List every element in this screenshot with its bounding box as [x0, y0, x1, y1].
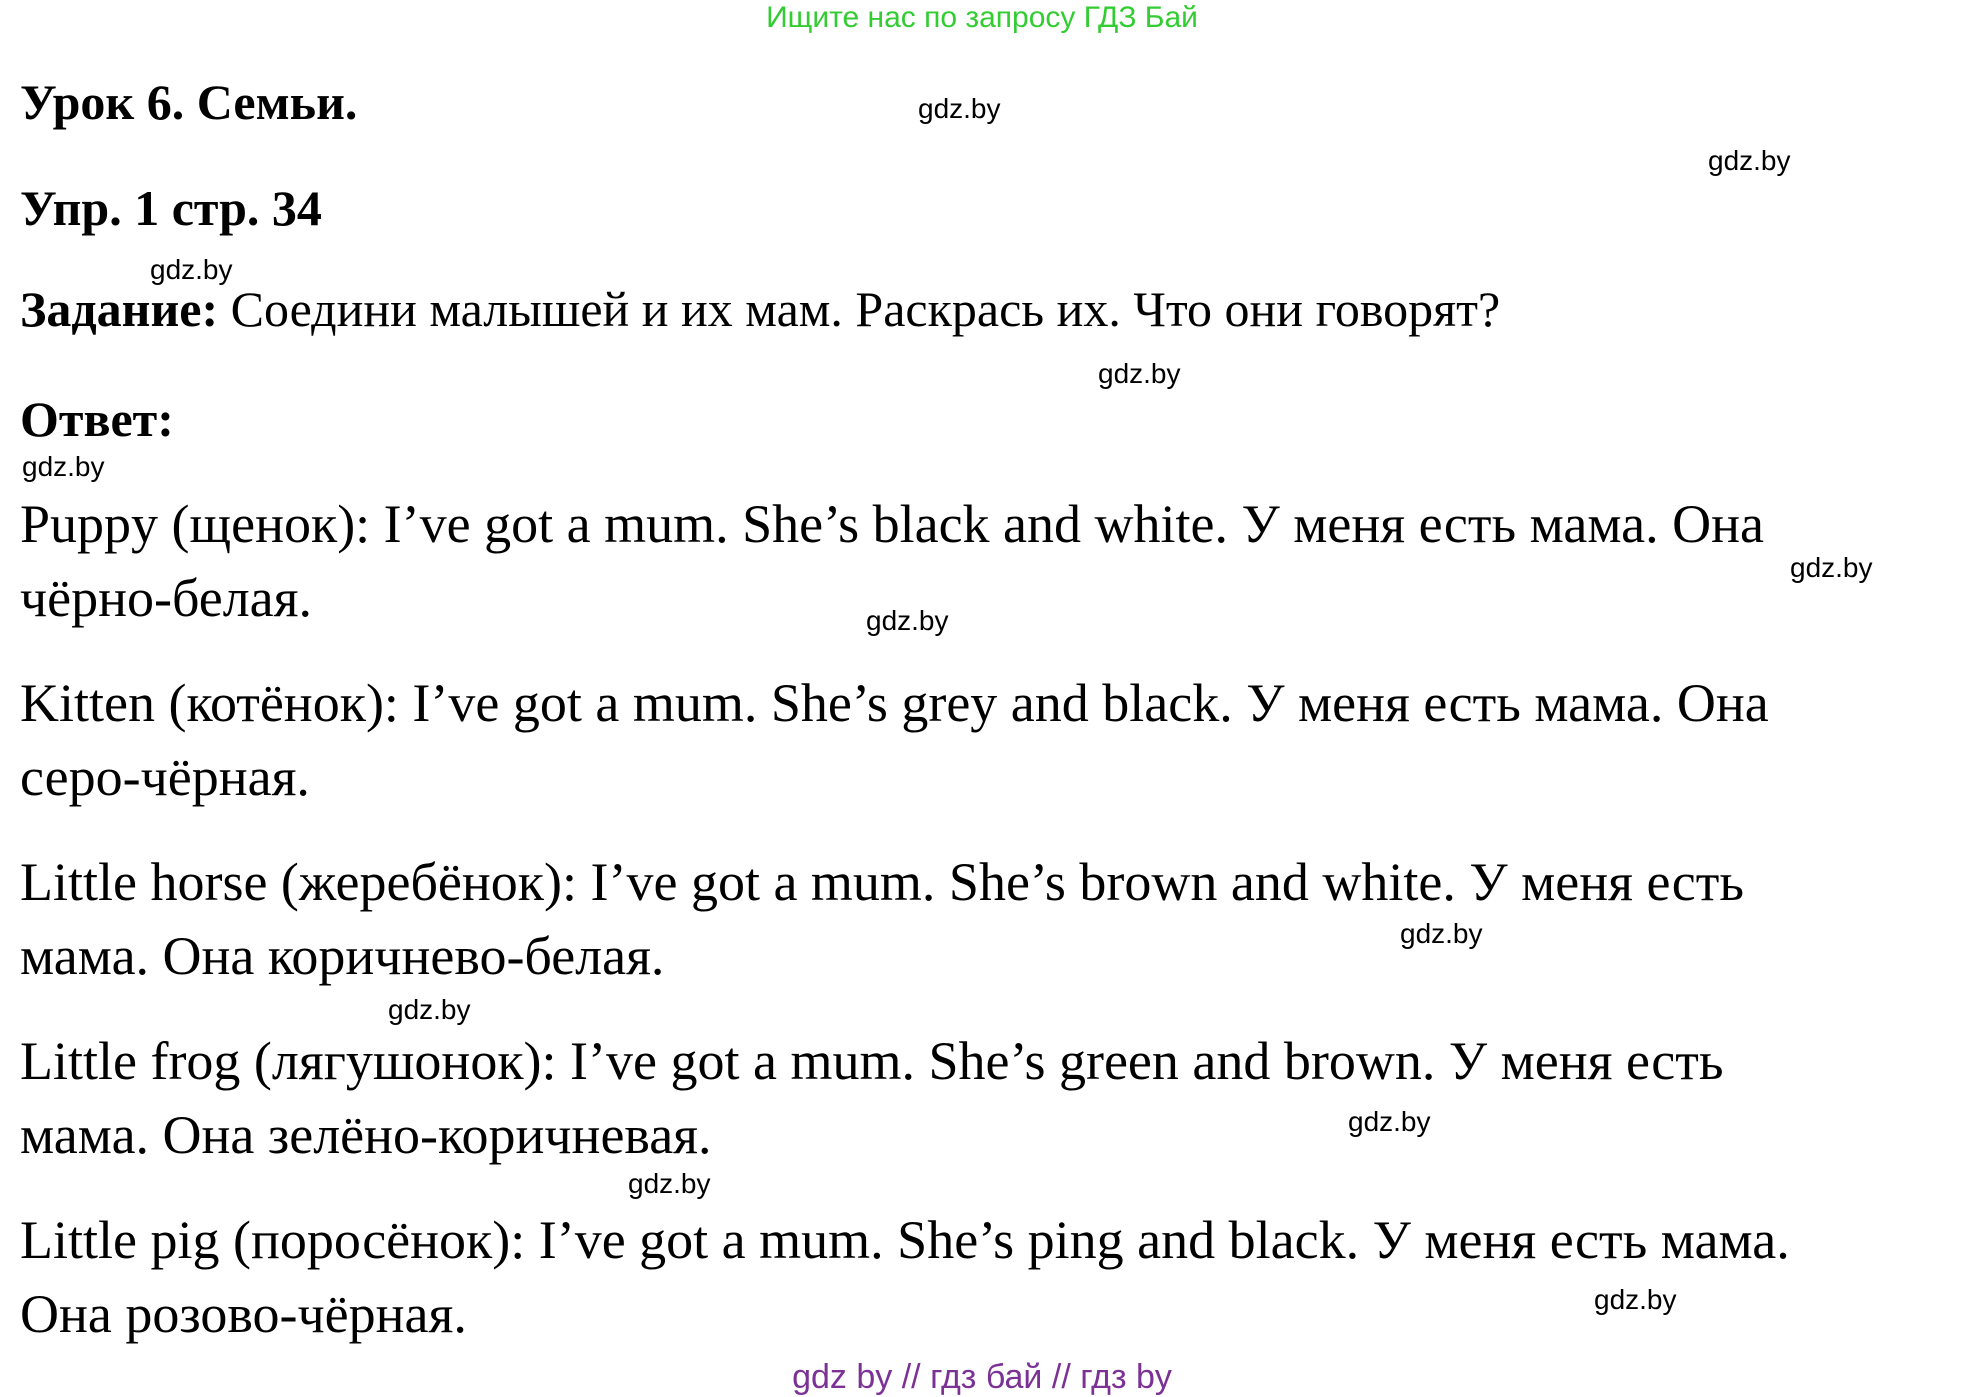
footer-link-gdz-by-cyr[interactable]: гдз by — [1080, 1358, 1172, 1396]
answer-5-line-2: Она розово-чёрная. — [20, 1284, 467, 1344]
watermark: gdz.by — [866, 605, 949, 636]
answer-1-line-1: Puppy (щенок): I’ve got a mum. She’s black and white. У меня есть мама. Она — [20, 494, 1765, 554]
watermark: gdz.by — [1790, 552, 1873, 583]
watermark: gdz.by — [1708, 145, 1791, 176]
watermark: gdz.by — [628, 1168, 711, 1199]
answer-3-line-1: Little horse (жеребёнок): I’ve got a mum. She’s brown and white. У меня есть — [20, 852, 1744, 912]
answer-2-line-2: серо-чёрная. — [20, 747, 310, 807]
answer-2-line-1: Kitten (котёнок): I’ve got a mum. She’s grey and black. У меня есть мама. Она — [20, 673, 1769, 733]
footer-separator: // — [1051, 1358, 1071, 1396]
exercise-title: Упр. 1 стр. 34 — [20, 180, 322, 236]
answer-1-line-2: чёрно-белая. — [20, 568, 312, 628]
answer-4-line-2: мама. Она зелёно-коричневая. — [20, 1105, 712, 1165]
footer-link-gdz-by[interactable]: gdz by — [792, 1358, 893, 1396]
answer-3-line-2: мама. Она коричнево-белая. — [20, 926, 665, 986]
watermark: gdz.by — [1098, 358, 1181, 389]
footer-links — [0, 1357, 1964, 1397]
watermark: gdz.by — [918, 93, 1001, 124]
top-banner: Ищите нас по запросу ГДЗ Бай — [766, 1, 1198, 34]
task-text: Соедини малышей и их мам. Раскрась их. Что они говорят? — [230, 281, 1501, 337]
watermark: gdz.by — [1594, 1284, 1677, 1315]
watermark: gdz.by — [22, 451, 105, 482]
watermark: gdz.by — [1348, 1106, 1431, 1137]
answer-5-line-1: Little pig (поросёнок): I’ve got a mum. She’s ping and black. У меня есть мама. — [20, 1210, 1790, 1270]
watermark: gdz.by — [388, 994, 471, 1025]
answer-label: Ответ: — [20, 391, 174, 447]
watermark: gdz.by — [1400, 918, 1483, 949]
watermark: gdz.by — [150, 254, 233, 285]
answer-4-line-1: Little frog (лягушонок): I’ve got a mum. She’s green and brown. У меня есть — [20, 1031, 1724, 1091]
task-statement — [20, 279, 1500, 339]
footer-separator: // — [901, 1358, 921, 1396]
task-label: Задание: — [20, 281, 219, 337]
lesson-title: Урок 6. Семьи. — [20, 74, 358, 130]
footer-link-gdz-bai[interactable]: гдз бай — [930, 1358, 1043, 1396]
